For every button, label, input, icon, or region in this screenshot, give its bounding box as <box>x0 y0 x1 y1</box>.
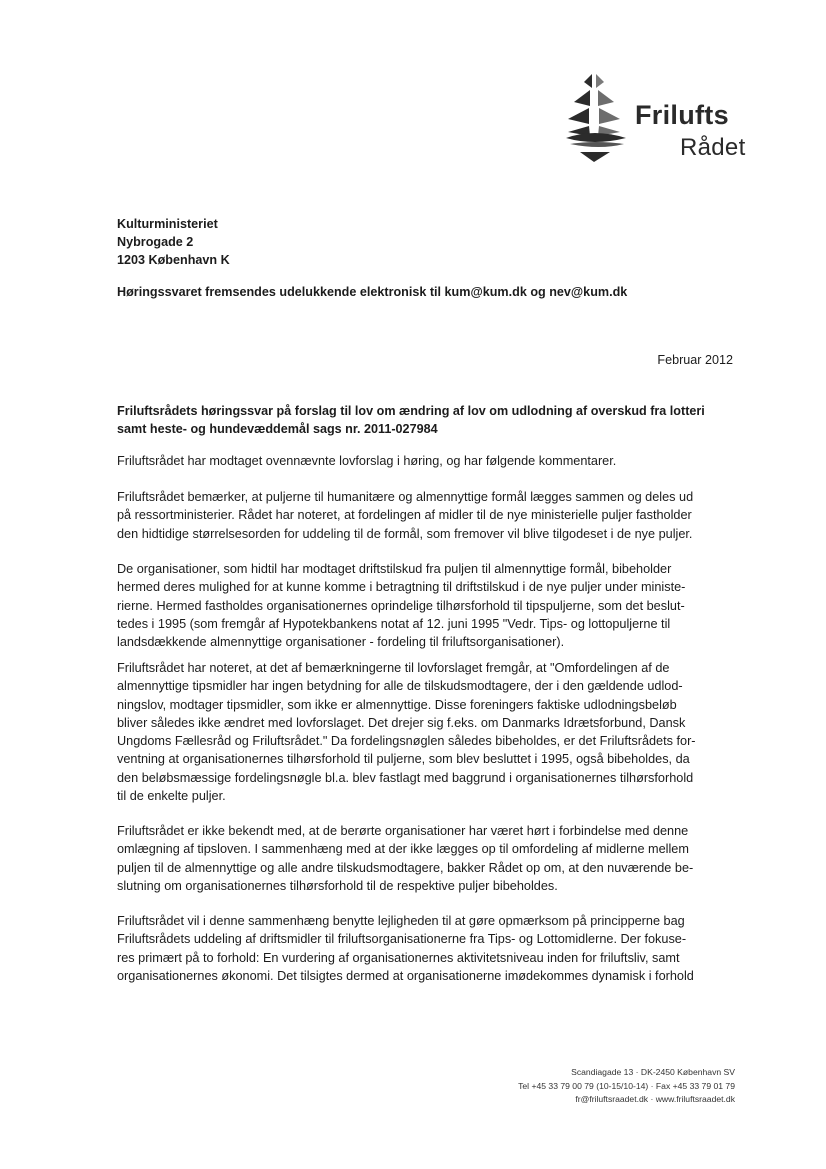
body-paragraph <box>117 912 742 985</box>
friluftsraadet-logo <box>560 72 760 167</box>
paragraph-line: landsdækkende almennyttige organisationer - fordeling til friluftsorganisationer). <box>117 635 565 650</box>
paragraph-line: ventning at organisationernes tilhørsforhold til puljerne, som blev besluttet i 1995, også bibeholdes, da <box>117 752 690 767</box>
paragraph-line: hermed deres mulighed for at kunne komme i betragtning til driftstilskud i de nye puljer under ministe- <box>117 580 686 595</box>
paragraph-line: slutning om organisationernes tilhørsforhold til de respektive puljer bibeholdes. <box>117 878 558 893</box>
paragraph-line: organisationernes økonomi. Det tilsigtes dermed at organisationerne imødekommes dynamisk i forhold <box>117 968 694 983</box>
leaf-emblem-icon <box>560 72 632 162</box>
footer-phone: Tel +45 33 79 00 79 (10-15/10-14) · Fax +45 33 79 01 79 <box>518 1080 735 1091</box>
paragraph-line: Friluftsrådet bemærker, at puljerne til humanitære og almennyttige formål lægges sammen og deles ud <box>117 490 694 504</box>
paragraph-line: De organisationer, som hidtil har modtaget driftstilskud fra puljen til almennyttige formål, bibeholder <box>117 562 672 576</box>
recipient-street: Nybrogade 2 <box>117 235 194 249</box>
paragraph-line: rierne. Hermed fastholdes organisationernes oprindelige tilhørsforhold til tipspuljerne, som det beslut- <box>117 598 685 613</box>
letterhead-footer <box>518 1066 735 1107</box>
letter-subject <box>117 402 737 438</box>
paragraph-line: bliver således ikke ændret med lovforslaget. Det drejer sig f.eks. om Danmarks Idrætsforbund, Dansk <box>117 715 686 730</box>
paragraph-line: Ungdoms Fællesråd og Friluftsrådet." Da fordelingsnøglen således bibeholdes, er det Friluftsrådets for- <box>117 734 696 749</box>
body-paragraph <box>117 560 742 651</box>
paragraph-line: til de enkelte puljer. <box>117 789 226 804</box>
recipient-address <box>117 215 737 269</box>
email-note: Høringssvaret fremsendes udelukkende elektronisk til kum@kum.dk og nev@kum.dk <box>117 285 628 299</box>
paragraph-line: den beløbsmæssige fordelingsnøgle bl.a. blev fastlagt med baggrund i organisationernes tilhørsforhold <box>117 770 694 785</box>
paragraph-line: Friluftsrådet har modtaget ovennævnte lovforslag i høring, og har følgende kommentarer. <box>117 454 617 468</box>
paragraph-line: Friluftsrådets uddeling af driftsmidler til friluftsorganisationerne fra Tips- og Lottomidlerne. Der fokuse- <box>117 932 687 947</box>
logo-text-raadet: Rådet <box>680 134 746 161</box>
body-paragraph <box>117 452 742 470</box>
letter-date: Februar 2012 <box>657 353 733 367</box>
subject-line: samt heste- og hundevæddemål sags nr. 2011-027984 <box>117 422 438 436</box>
paragraph-line: res primært på to forhold: En vurdering af organisationernes aktivitetsniveau inden for friluftsliv, samt <box>117 950 680 965</box>
recipient-name: Kulturministeriet <box>117 217 218 231</box>
paragraph-line: på ressortministerier. Rådet har noteret, at fordelingen af midler til de nye ministerielle puljer fastholder <box>117 508 692 523</box>
recipient-city: 1203 København K <box>117 253 230 267</box>
paragraph-line: ningslov, modtager tipsmidler, som ikke er almennyttige. Disse foreningers faktiske udlodningsbeløb <box>117 697 677 712</box>
paragraph-line: puljen til de almennyttige og alle andre tilskudsmodtagere, bakker Rådet op om, at den nuværende be- <box>117 860 694 875</box>
footer-address: Scandiagade 13 · DK-2450 København SV <box>571 1067 735 1077</box>
paragraph-line: omlægning af tipsloven. I sammenhæng med at der ikke lægges op til omfordeling af midlerne mellem <box>117 842 689 857</box>
paragraph-line: Friluftsrådet har noteret, at det af bemærkningerne til lovforslaget fremgår, at "Omfordelingen af de <box>117 661 670 675</box>
body-paragraph <box>117 488 742 543</box>
logo-text-frilufts: Frilufts <box>635 100 729 130</box>
paragraph-line: Friluftsrådet vil i denne sammenhæng benytte lejligheden til at gøre opmærksom på principperne bag <box>117 914 685 928</box>
paragraph-line: almennyttige tipsmidler har ingen betydning for alle de tilskudsmodtagere, der i den gældende udlod- <box>117 679 683 694</box>
paragraph-line: Friluftsrådet er ikke bekendt med, at de berørte organisationer har været hørt i forbindelse med denne <box>117 824 689 838</box>
subject-line: Friluftsrådets høringssvar på forslag til lov om ændring af lov om udlodning af overskud fra lotteri <box>117 404 705 418</box>
paragraph-line: den hidtidige størrelsesorden for uddeling til de formål, som fremover vil blive tilgodeset i de nye puljer. <box>117 526 693 541</box>
body-paragraph <box>117 659 742 805</box>
body-paragraph <box>117 822 742 895</box>
footer-web: fr@friluftsraadet.dk · www.friluftsraadet.dk <box>575 1094 735 1104</box>
paragraph-line: tedes i 1995 (som fremgår af Hypotekbankens notat af 12. juni 1995 "Vedr. Tips- og lottopuljerne til <box>117 616 671 631</box>
